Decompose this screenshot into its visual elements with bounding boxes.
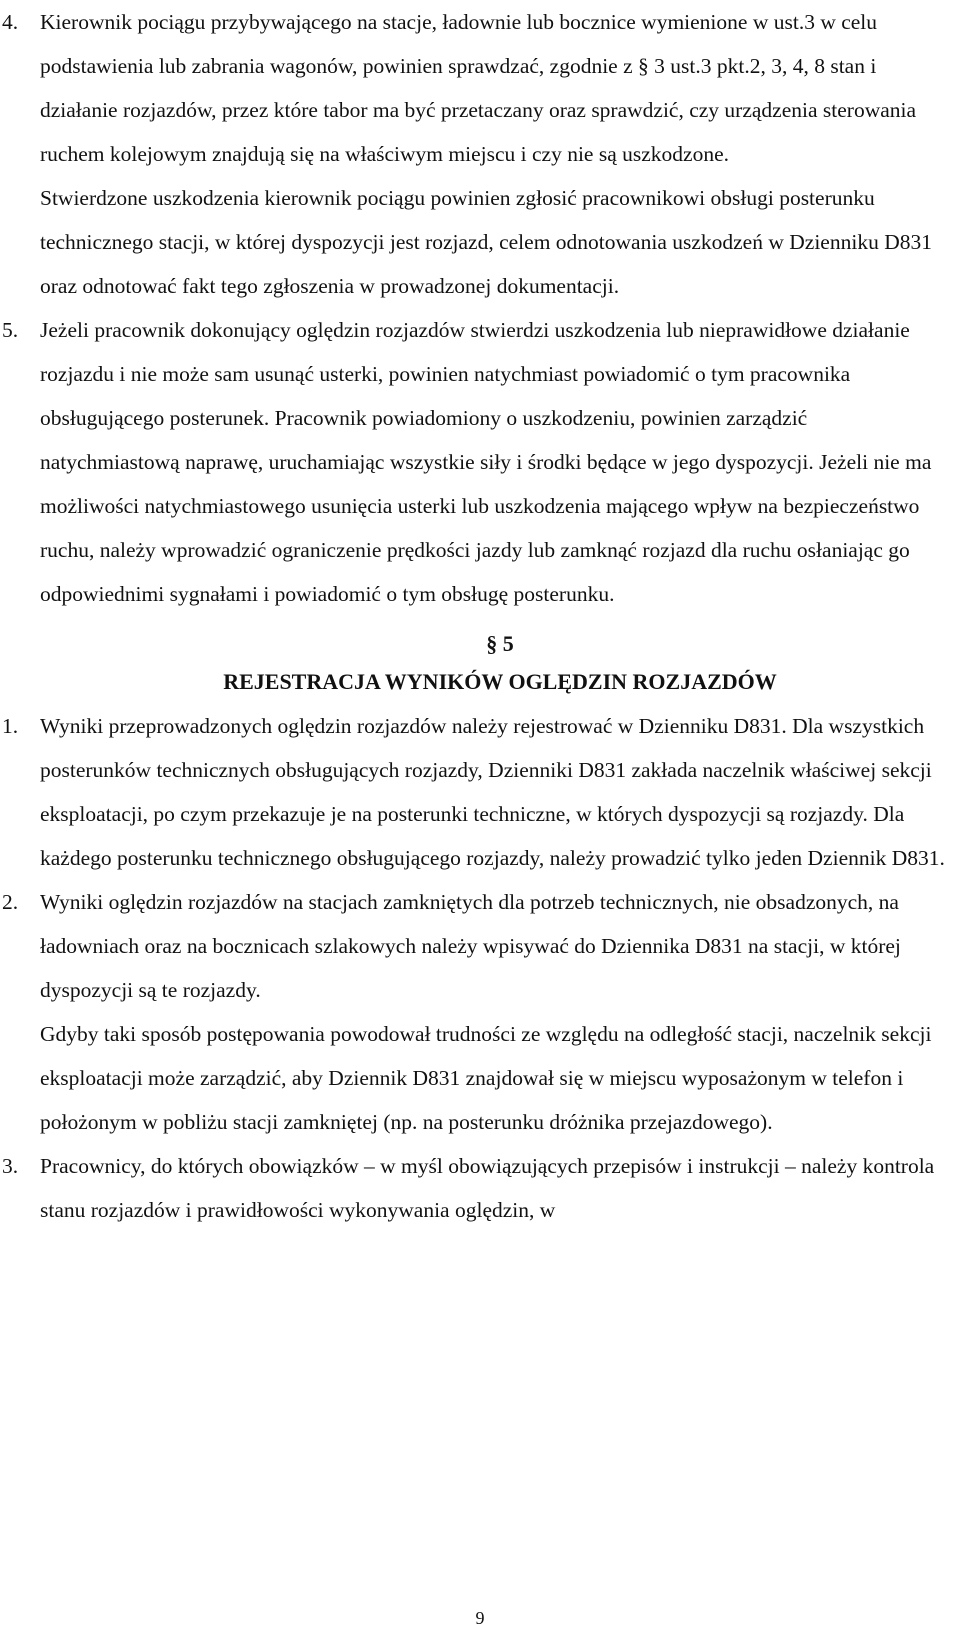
- list-item-number: 3.: [2, 1154, 19, 1178]
- list-item-number: 1.: [2, 714, 19, 738]
- section-sign: § 5: [486, 631, 514, 656]
- page-number: 9: [475, 1608, 485, 1628]
- list-item-number: 2.: [2, 890, 19, 914]
- list-item-5: [0, 308, 960, 616]
- list-item-text: Kierownik pociągu przybywającego na stacje, ładownie lub bocznice wymienione w ust.3 w celu podstawienia lub zabrania wagonów, powinien sprawdzać, zgodnie z § 3 ust.3 pkt.2, 3, 4, 8 stan i działanie rozjazdów, przez które tabor ma być przetaczany oraz sprawdzić, czy urządzenia sterowania ruchem kolejowym znajdują się na właściwym miejscu i czy nie są uszkodzone.: [40, 10, 917, 166]
- paragraph-damage-report: Stwierdzone uszkodzenia kierownik pociągu powinien zgłosić pracownikowi obsługi posterunku technicznego stacji, w której dyspozycji jest rozjazd, celem odnotowania uszkodzeń w Dzienniku D831 oraz odnotować fakt tego zgłoszenia w prowadzonej dokumentacji.: [40, 186, 932, 298]
- list-item-number: 5.: [2, 318, 19, 342]
- section-list-item-2: [0, 880, 960, 1012]
- list-item-text: Pracownicy, do których obowiązków – w myśl obowiązujących przepisów i instrukcji – należy kontrola stanu rozjazdów i prawidłowości wykonywania oględzin, w: [40, 1154, 935, 1222]
- list-item-4: [0, 0, 960, 176]
- paragraph-alternate-location: Gdyby taki sposób postępowania powodował trudności ze względu na odległość stacji, naczelnik sekcji eksploatacji może zarządzić, aby Dziennik D831 znajdował się w miejscu wyposażonym w telefon i położonym w pobliżu stacji zamkniętej (np. na posterunku dróżnika przejazdowego).: [40, 1022, 932, 1134]
- list-item-number: 4.: [2, 10, 19, 34]
- section-list-item-1: [0, 704, 960, 880]
- section-title: REJESTRACJA WYNIKÓW OGLĘDZIN ROZJAZDÓW: [223, 669, 777, 694]
- section-list-item-3: [0, 1144, 960, 1232]
- list-item-text: Wyniki oględzin rozjazdów na stacjach zamkniętych dla potrzeb technicznych, nie obsadzonych, na ładowniach oraz na bocznicach szlakowych należy wpisywać do Dziennika D831 na stacji, w której dyspozycji są te rozjazdy.: [40, 890, 901, 1002]
- list-item-text: Wyniki przeprowadzonych oględzin rozjazdów należy rejestrować w Dzienniku D831. Dla wszystkich posterunków technicznych obsługujących rozjazdy, Dzienniki D831 zakłada naczelnik właściwej sekcji eksploatacji, po czym przekazuje je na posterunki techniczne, w których dyspozycji są rozjazdy. Dla każdego posterunku technicznego obsługującego rozjazdy, należy prowadzić tylko jeden Dziennik D831.: [40, 714, 945, 870]
- list-item-text: Jeżeli pracownik dokonujący oględzin rozjazdów stwierdzi uszkodzenia lub nieprawidłowe działanie rozjazdu i nie może sam usunąć usterki, powinien natychmiast powiadomić o tym pracownika obsługującego posterunek. Pracownik powiadomiony o uszkodzeniu, powinien zarządzić natychmiastową naprawę, uruchamiając wszystkie siły i środki będące w jego dyspozycji. Jeżeli nie ma możliwości natychmiastowego usunięcia usterki lub uszkodzenia mającego wpływ na bezpieczeństwo ruchu, należy wprowadzić ograniczenie prędkości jazdy lub zamknąć rozjazd dla ruchu osłaniając go odpowiednimi sygnałami i powiadomić o tym obsługę posterunku.: [40, 318, 932, 606]
